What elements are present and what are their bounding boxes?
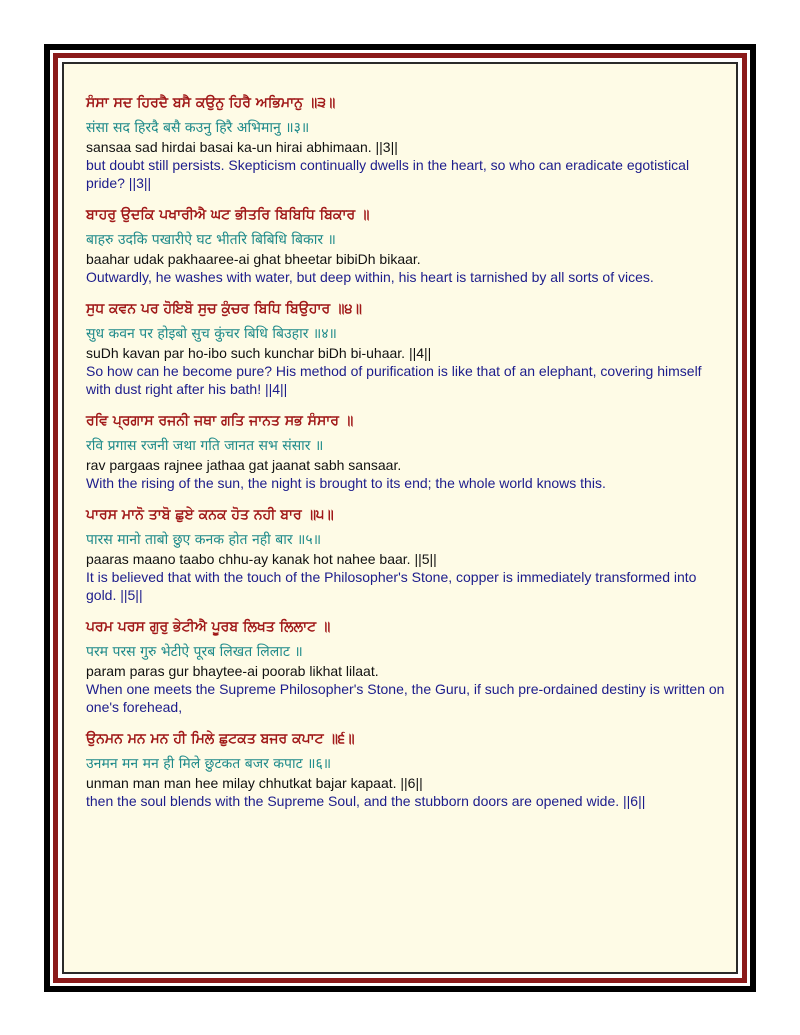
transliteration-line: param paras gur bhaytee-ai poorab likhat lilaat. [86,663,379,679]
transliteration-line: paaras maano taabo chhu-ay kanak hot nahee baar. ||5|| [86,551,437,567]
devanagari-line: बाहरु उदकि पखारीऐ घट भीतरि बिबिधि बिकार ॥ [86,232,336,248]
gurmukhi-line: ਉਨਮਨ ਮਨ ਮਨ ਹੀ ਮਿਲੇ ਛੁਟਕਤ ਬਜਰ ਕਪਾਟ ॥੬॥ [86,731,355,747]
transliteration-line: rav pargaas rajnee jathaa gat jaanat sabh sansaar. [86,457,402,473]
english-translation: With the rising of the sun, the night is brought to its end; the whole world knows this. [86,475,606,491]
gurmukhi-line: ਬਾਹਰੁ ਉਦਕਿ ਪਖਾਰੀਐ ਘਟ ਭੀਤਰਿ ਬਿਬਿਧਿ ਬਿਕਾਰ ॥ [86,207,370,223]
devanagari-line: परम परस गुरु भेटीऐ पूरब लिखत लिलाट ॥ [86,644,303,660]
stanza-6 [86,618,726,716]
gurmukhi-line: ਸੁਧ ਕਵਨ ਪਰ ਹੋਇਬੋ ਸੁਚ ਕੁੰਚਰ ਬਿਧਿ ਬਿਉਹਾਰ ॥੪॥ [86,301,362,317]
english-translation: When one meets the Supreme Philosopher's Stone, the Guru, if such pre-ordained destiny is written on one's forehead, [86,681,725,715]
gurmukhi-line: ਰਵਿ ਪ੍ਰਗਾਸ ਰਜਨੀ ਜਥਾ ਗਤਿ ਜਾਨਤ ਸਭ ਸੰਸਾਰ ॥ [86,413,354,429]
english-translation: then the soul blends with the Supreme Soul, and the stubborn doors are opened wide. ||6|| [86,793,646,809]
stanza-2 [86,206,726,286]
gurmukhi-line: ਪਾਰਸ ਮਾਨੋ ਤਾਬੋ ਛੁਏ ਕਨਕ ਹੋਤ ਨਹੀ ਬਾਰ ॥੫॥ [86,507,334,523]
gurmukhi-line: ਸੰਸਾ ਸਦ ਹਿਰਦੈ ਬਸੈ ਕਉਨੁ ਹਿਰੈ ਅਭਿਮਾਨੁ ॥੩॥ [86,95,336,111]
transliteration-line: baahar udak pakhaaree-ai ghat bheetar bibiDh bikaar. [86,251,421,267]
english-translation: It is believed that with the touch of the Philosopher's Stone, copper is immediately transformed into gold. ||5|| [86,569,697,603]
scripture-content [86,94,726,824]
stanza-1 [86,94,726,192]
stanza-4 [86,412,726,492]
english-translation: but doubt still persists. Skepticism continually dwells in the heart, so who can eradicate egotistical pride? ||3|| [86,157,690,191]
devanagari-line: संसा सद हिरदै बसै कउनु हिरै अभिमानु ॥३॥ [86,120,310,136]
transliteration-line: suDh kavan par ho-ibo such kunchar biDh bi-uhaar. ||4|| [86,345,432,361]
transliteration-line: unman man man hee milay chhutkat bajar kapaat. ||6|| [86,775,423,791]
stanza-7 [86,730,726,810]
gurmukhi-line: ਪਰਮ ਪਰਸ ਗੁਰੁ ਭੇਟੀਐ ਪੂਰਬ ਲਿਖਤ ਲਿਲਾਟ ॥ [86,619,331,635]
devanagari-line: उनमन मन मन ही मिले छुटकत बजर कपाट ॥६॥ [86,756,332,772]
devanagari-line: सुध कवन पर होइबो सुच कुंचर बिधि बिउहार ॥४॥ [86,326,337,342]
devanagari-line: पारस मानो ताबो छुए कनक होत नही बार ॥५॥ [86,532,322,548]
english-translation: Outwardly, he washes with water, but deep within, his heart is tarnished by all sorts of vices. [86,269,654,285]
stanza-5 [86,506,726,604]
devanagari-line: रवि प्रगास रजनी जथा गति जानत सभ संसार ॥ [86,438,324,454]
english-translation: So how can he become pure? His method of purification is like that of an elephant, covering himself with dust right after his bath! ||4|| [86,363,702,397]
transliteration-line: sansaa sad hirdai basai ka-un hirai abhimaan. ||3|| [86,139,398,155]
stanza-3 [86,300,726,398]
